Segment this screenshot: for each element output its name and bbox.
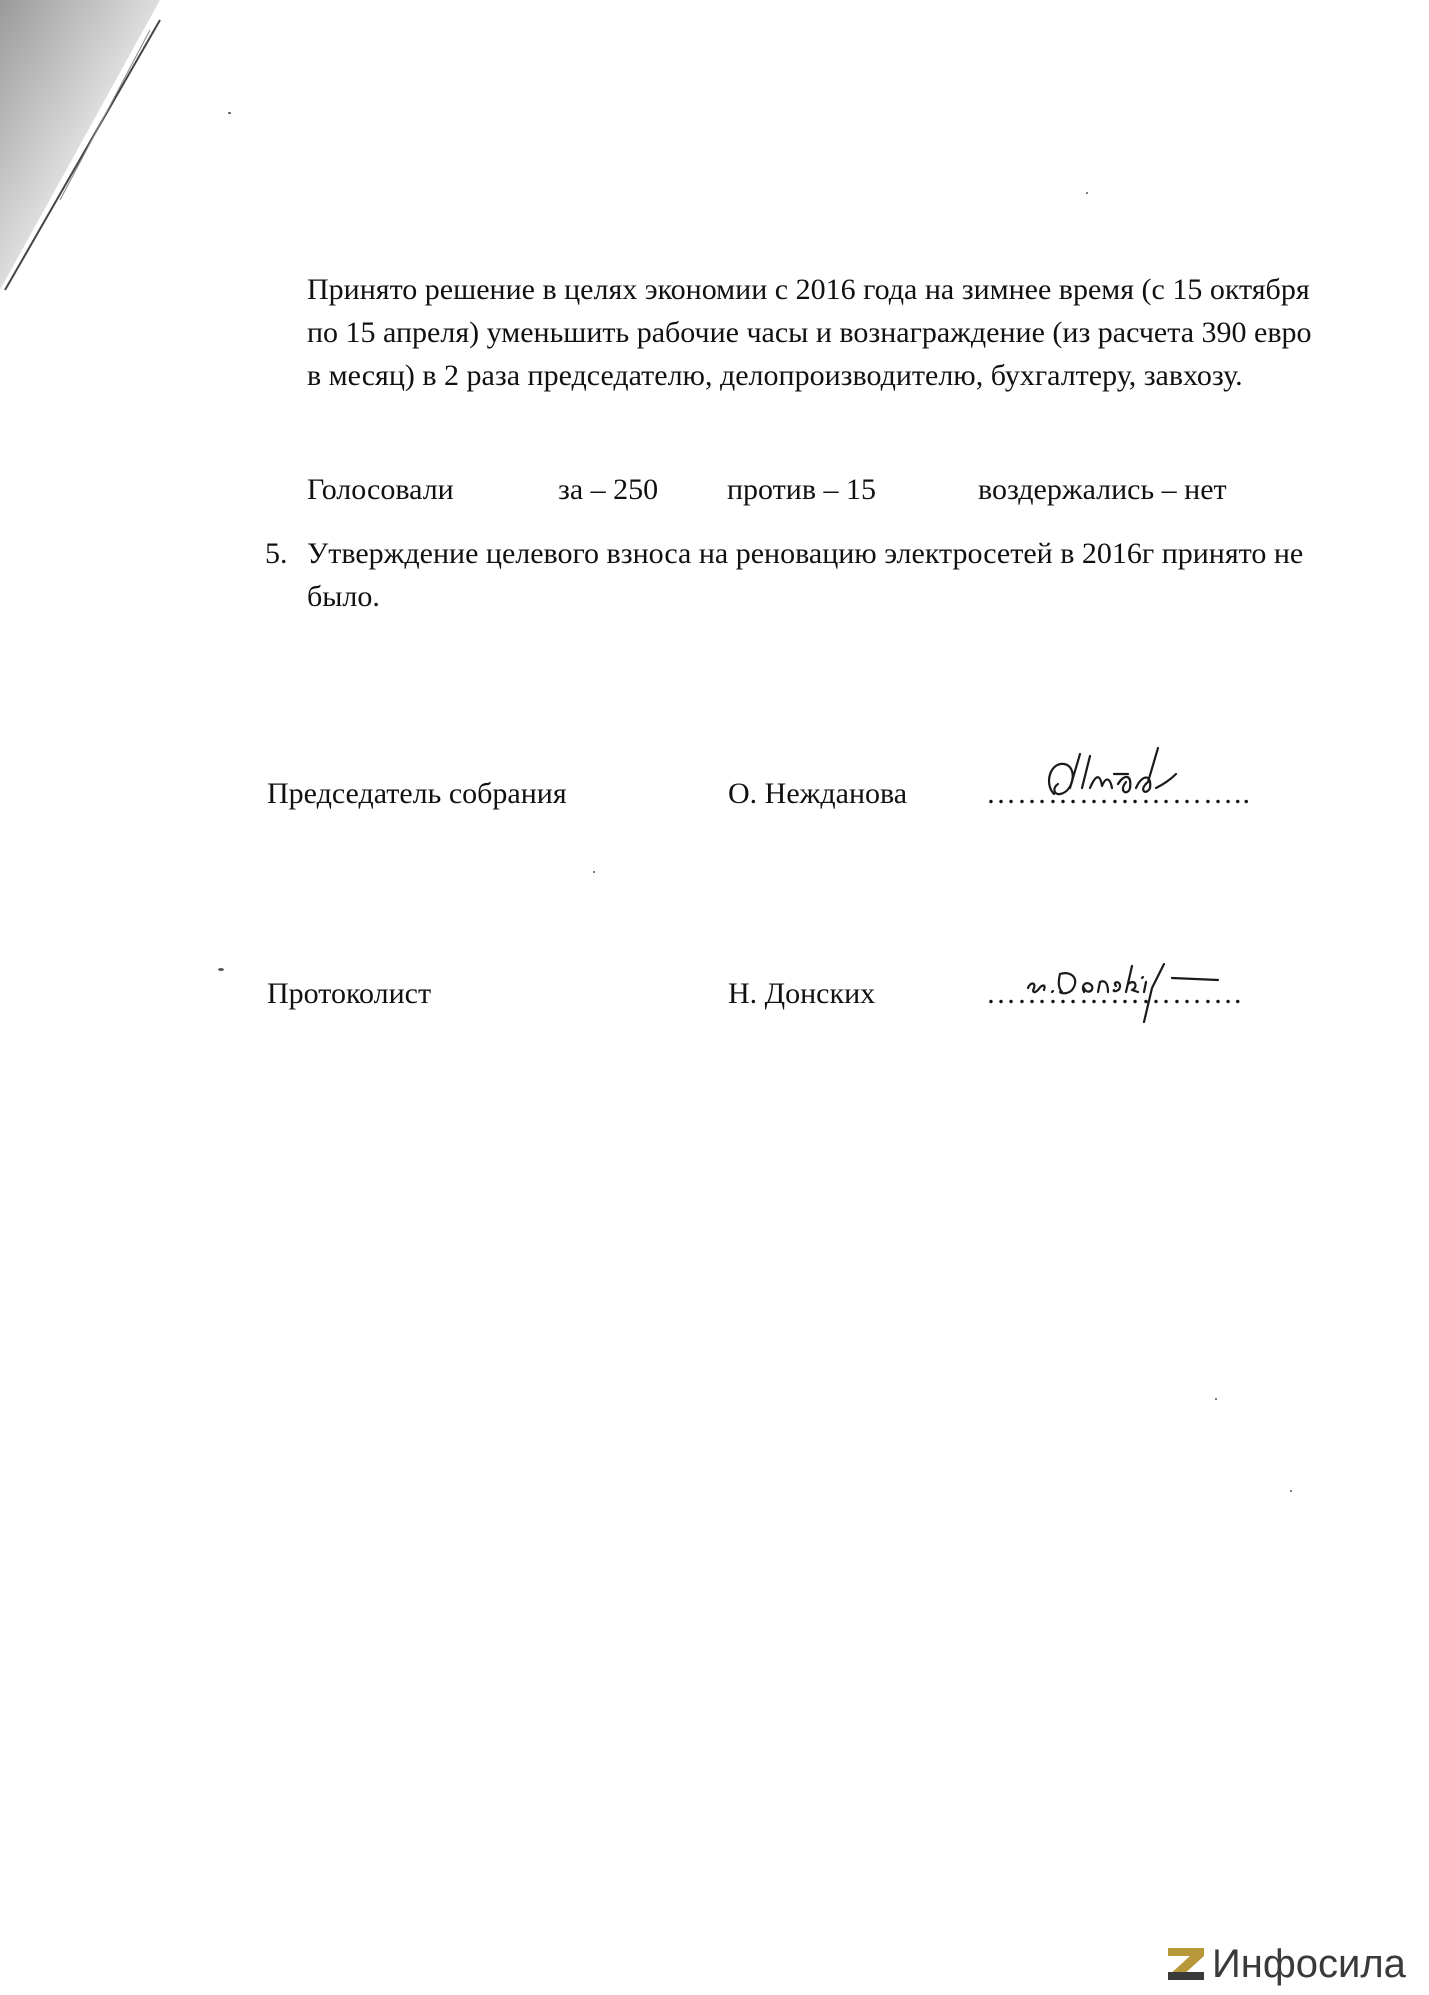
decision-paragraph: Принято решение в целях экономии с 2016 года на зимнее время (с 15 октября по 15 апреля) уменьшить рабочие часы и вознаграждение (из расчета 390 евро в месяц) в 2 раза председателю, делопроизводителю, бухгалтеру, завхозу. [307,273,1312,392]
handwritten-signature [1022,958,1222,1028]
vote-abstained: воздержались – нет [978,473,1227,506]
scan-speck [1215,1398,1217,1400]
signature-row-secretary [0,972,1429,1032]
infosila-brand-text: Инфосила [1212,1942,1406,1986]
signature-dots: ……………………. [986,977,1243,1010]
handwritten-signature [1040,744,1200,814]
infosila-watermark [1168,1940,1418,1988]
scan-speck [1290,1490,1292,1492]
infosila-logo-icon [1168,1944,1206,1982]
scan-speck [593,871,595,873]
signature-role: Председатель собрания [267,777,567,810]
scan-speck [1086,192,1088,194]
signature-role: Протоколист [267,977,432,1010]
signature-person: О. Нежданова [728,777,908,810]
vote-results [0,468,1429,511]
signature-person: Н. Донских [728,977,876,1010]
scan-corner-shadow [0,0,200,300]
vote-label: Голосовали [307,473,454,506]
scan-speck [218,968,224,971]
signature-dots: …………………….. [986,777,1251,810]
vote-for: за – 250 [558,473,659,506]
item-number: 5. [265,537,288,570]
scan-speck [228,112,231,114]
signature-row-chairman [0,772,1429,832]
vote-against: против – 15 [727,473,876,506]
item-text: Утверждение целевого взноса на реновацию электросетей в 2016г принято не было. [307,537,1304,613]
